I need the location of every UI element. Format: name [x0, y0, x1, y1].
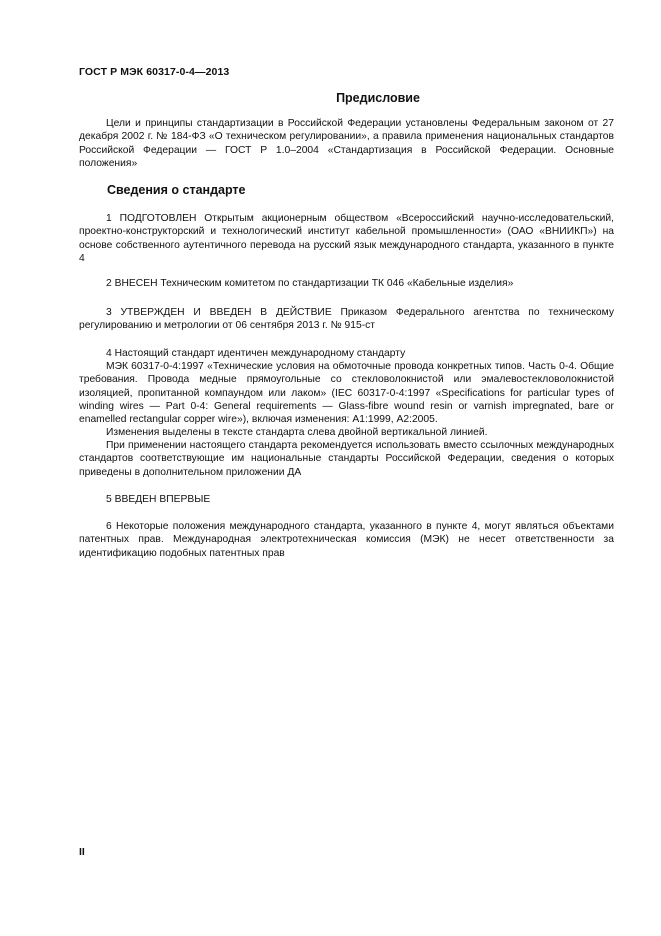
standard-info-heading: Сведения о стандарте: [107, 183, 246, 197]
info-item-4-body: [79, 360, 614, 426]
info-item-2-text: 2 ВНЕСЕН Техническим комитетом по стандартизации ТК 046 «Кабельные изделия»: [106, 278, 514, 289]
info-item-4-lead-text: 4 Настоящий стандарт идентичен международному стандарту: [106, 348, 406, 359]
info-item-2: [79, 277, 614, 290]
info-item-6-text: 6 Некоторые положения международного стандарта, указанного в пункте 4, могут являться объектами патентных прав. Международная электротехническая комиссия (МЭК) не несет ответственности за идентификацию подобных патентных прав: [79, 521, 614, 559]
foreword-heading: Предисловие: [336, 91, 420, 105]
info-item-4-lead: [79, 347, 614, 360]
page-number: II: [79, 846, 85, 858]
info-item-4-changes-text: Изменения выделены в тексте стандарта слева двойной вертикальной линией.: [106, 427, 488, 438]
info-item-3-text: 3 УТВЕРЖДЕН И ВВЕДЕН В ДЕЙСТВИЕ Приказом Федерального агентства по техническому регулированию и метрологии от 06 сентября 2013 г. № 915-ст: [79, 307, 614, 332]
info-item-6: [79, 520, 614, 560]
info-item-4-body-text: МЭК 60317-0-4:1997 «Технические условия на обмоточные провода конкретных типов. Часть 0-4. Общие требования. Провода медные прямоугольные со стекловолокнистой или эмалевостекловолокнистой изоляцией, пропитанной компаундом или лаком» (IEC 60317-0-4:1997 «Specifications for particular types of winding wires — Part 0-4: General requirements — Glass-fibre wound resin or varnish impregnated, bare or enamelled rectangular copper wire»), включая изменения: А1:1999, А2:2005.: [79, 361, 614, 426]
info-item-4-refs-text: При применении настоящего стандарта рекомендуется использовать вместо ссылочных международных стандартов соответствующие им национальные стандарты Российской Федерации, сведения о которых приведены в дополнительном приложении ДА: [79, 440, 614, 478]
info-item-5-text: 5 ВВЕДЕН ВПЕРВЫЕ: [106, 494, 211, 505]
info-item-1: [79, 212, 614, 265]
info-item-1-text: 1 ПОДГОТОВЛЕН Открытым акционерным обществом «Всероссийский научно-исследовательский, проектно-конструкторский и технологический институт кабельной промышленности» (ОАО «ВНИИКП») на основе собственного аутентичного перевода на русский язык международного стандарта, указанного в пункте 4: [79, 213, 614, 264]
info-item-5: [79, 493, 614, 506]
foreword-paragraph: [79, 117, 614, 170]
info-item-4-changes: [79, 426, 614, 439]
foreword-text: Цели и принципы стандартизации в Российской Федерации установлены Федеральным законом от 27 декабря 2002 г. № 184-ФЗ «О техническом регулировании», а правила применения национальных стандартов Российской Федерации — ГОСТ Р 1.0–2004 «Стандартизация в Российской Федерации. Основные положения»: [79, 118, 614, 169]
info-item-3: [79, 306, 614, 333]
document-code: ГОСТ Р МЭК 60317-0-4—2013: [79, 66, 230, 78]
info-item-4-refs: [79, 439, 614, 479]
